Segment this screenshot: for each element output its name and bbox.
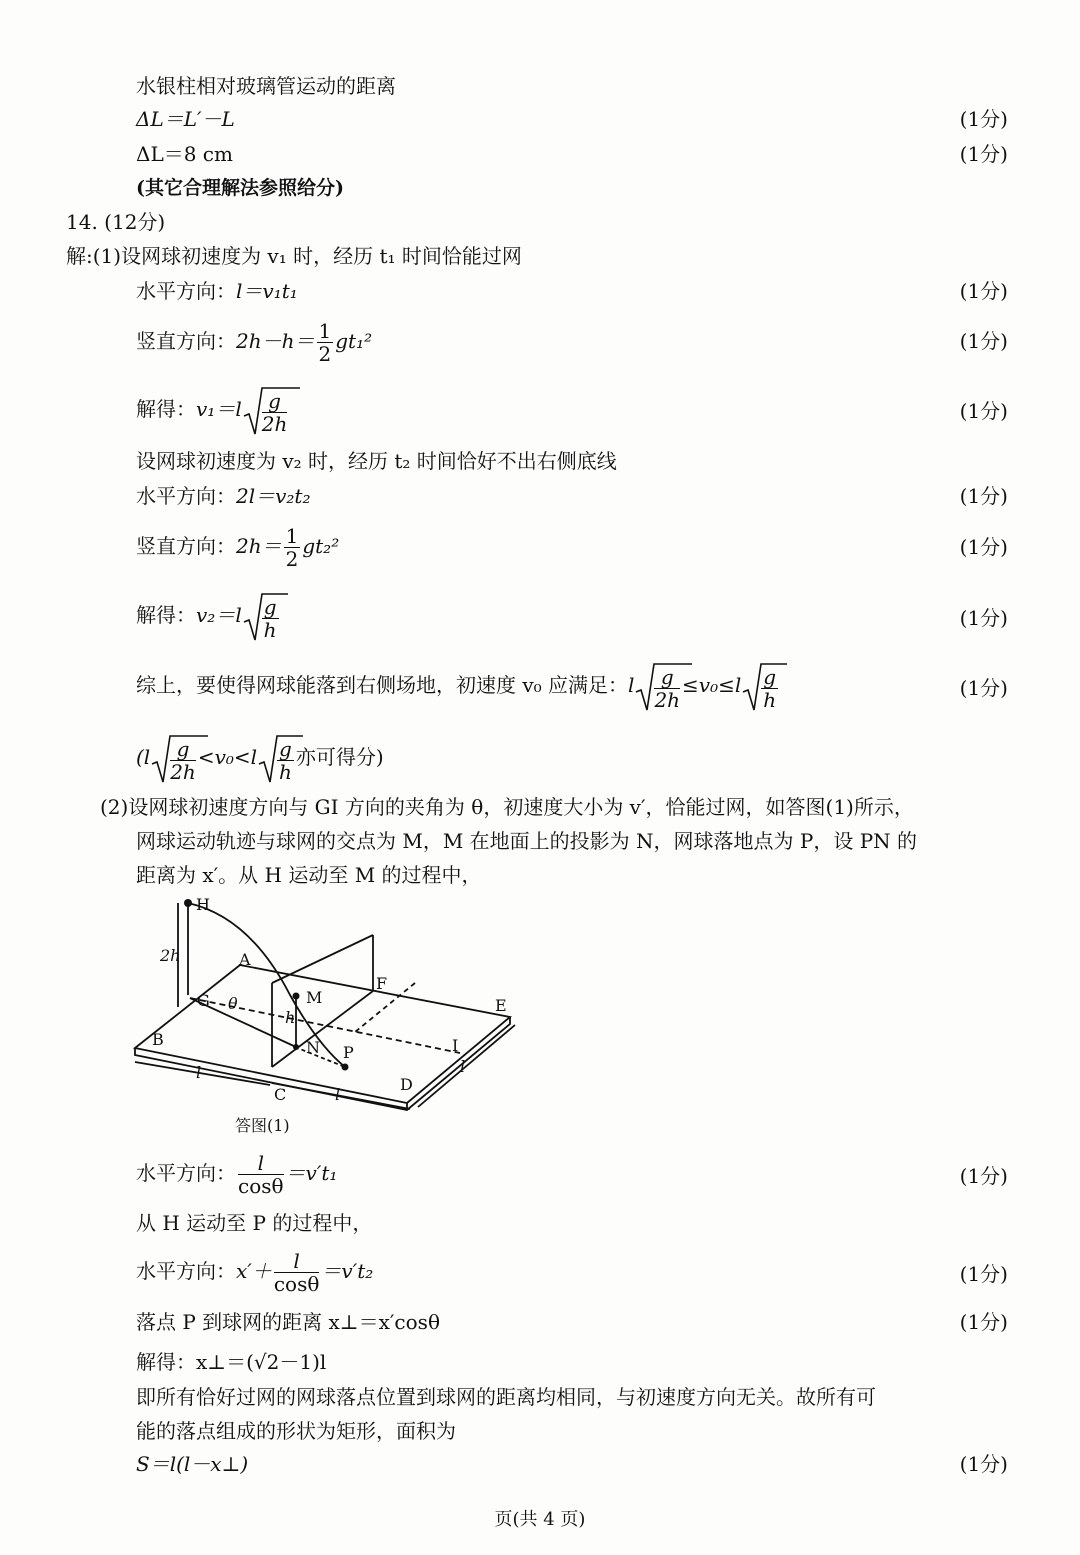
fraction: [274, 1250, 320, 1295]
label-E: E: [495, 996, 507, 1015]
label-l-right: l: [460, 1057, 466, 1076]
denominator: 2h: [654, 687, 681, 712]
eq-left: x′＋: [236, 1259, 272, 1283]
solution-part1-intro-2: 设网球初速度为 v₂ 时，经历 t₂ 时间恰好不出右侧底线: [136, 449, 617, 473]
dim-mid: [272, 1083, 410, 1109]
label-l-mid: l: [335, 1085, 341, 1104]
eq-l: l: [628, 673, 635, 697]
alt-mid: <v₀<l: [197, 745, 258, 769]
square-root: [257, 734, 296, 784]
conclusion-line-1: 即所有恰好过网的网球落点位置到球网的距离均相同，与初速度方向无关。故所有可: [136, 1385, 876, 1409]
horizontal-equation-1: [136, 279, 298, 303]
fraction: [317, 320, 334, 365]
net-top: [272, 935, 373, 983]
numerator: g: [763, 664, 777, 689]
label-G: G: [197, 991, 210, 1010]
denominator: h: [279, 759, 292, 784]
conclusion-line-2: 能的落点组成的形状为矩形，面积为: [136, 1419, 456, 1443]
eq-right: ＝v′t₂: [321, 1259, 374, 1283]
point-m-icon: [293, 993, 300, 1000]
label-A: A: [239, 950, 251, 969]
eq-body: v₁＝l: [196, 397, 242, 421]
alternative-condition: [136, 732, 384, 784]
solution-v1: [136, 384, 289, 436]
radical-sign-icon: [242, 592, 290, 644]
numerator: g: [170, 738, 196, 761]
equation-delta-l: ΔL＝L′－L: [136, 107, 235, 131]
ball-trajectory: [188, 903, 345, 1067]
denominator: 2: [285, 547, 299, 571]
summary-condition: [136, 660, 780, 712]
score: (1分): [959, 142, 1008, 166]
eq-body: 2l＝v₂t₂: [236, 484, 311, 508]
horizontal-equation-2: [136, 484, 311, 508]
alt-open: (l: [136, 745, 151, 769]
label-P: P: [343, 1043, 354, 1062]
tennis-court-diagram: [130, 895, 520, 1145]
numerator: 1: [285, 524, 299, 548]
fraction: [238, 1152, 284, 1197]
square-root: [634, 662, 682, 712]
label-l-left: l: [196, 1063, 202, 1082]
radical-sign-icon: [242, 386, 302, 438]
dim-left: [135, 1062, 270, 1085]
numerator: g: [279, 736, 292, 761]
eq-right: gt₂²: [302, 534, 340, 558]
text-line: 水银柱相对玻璃管运动的距离: [136, 74, 396, 98]
eq-label: 竖直方向：: [136, 329, 236, 353]
eq-label: 水平方向：: [136, 1259, 236, 1283]
square-root: [741, 662, 780, 712]
score: (1分): [959, 484, 1008, 508]
square-root: [242, 592, 281, 642]
denominator: cosθ: [273, 1272, 320, 1296]
radical-sign-icon: [741, 662, 789, 714]
fraction: [284, 525, 301, 570]
denominator: h: [763, 687, 777, 712]
note: (其它合理解法参照给分): [136, 177, 344, 199]
score: (1分): [959, 1310, 1008, 1334]
part2-line-1: (2)设网球初速度方向与 GI 方向的夹角为 θ，初速度大小为 v′，恰能过网，如答图(1)所示，: [100, 795, 914, 819]
label-C: C: [274, 1085, 287, 1104]
label-N: N: [306, 1038, 320, 1057]
radical-sign-icon: [257, 734, 305, 786]
numerator: g: [263, 594, 277, 619]
square-root: [150, 734, 198, 784]
summary-text: 综上，要使得网球能落到右侧场地，初速度 v₀ 应满足：: [136, 673, 629, 697]
alt-end: 亦可得分): [295, 745, 384, 769]
eq-left: 2h＝: [236, 534, 282, 558]
score: (1分): [959, 399, 1008, 423]
part2-line-3: 距离为 x′。从 H 运动至 M 的过程中，: [136, 863, 482, 887]
numerator: g: [654, 666, 680, 689]
eq-body: ＝v′t₁: [285, 1161, 338, 1185]
eq-label: 水平方向：: [136, 279, 236, 303]
eq-body: l＝v₁t₁: [236, 279, 298, 303]
score: (1分): [959, 107, 1008, 131]
score: (1分): [959, 1452, 1008, 1476]
page-footer: 页(共 4 页): [494, 1509, 586, 1530]
label-2h: 2h: [160, 946, 181, 965]
denominator: 2: [318, 342, 332, 366]
eq-body: v₂＝l: [196, 603, 242, 627]
radical-sign-icon: [150, 734, 210, 786]
question-number: 14. (12分): [66, 210, 166, 234]
denominator: h: [263, 617, 277, 642]
eq-left: 2h－h＝: [236, 329, 315, 353]
eq-label: 竖直方向：: [136, 534, 236, 558]
area-equation: S＝l(l－x⊥): [136, 1452, 249, 1476]
from-h-to-p: 从 H 运动至 P 的过程中，: [136, 1211, 373, 1235]
denominator: cosθ: [238, 1174, 284, 1198]
score: (1分): [959, 1262, 1008, 1286]
solution-part1-intro: 解:(1)设网球初速度为 v₁ 时，经历 t₁ 时间恰能过网: [66, 244, 522, 268]
solution-x-perp: 解得：x⊥＝(√2－1)l: [136, 1350, 327, 1374]
numerator: l: [274, 1250, 320, 1273]
label-M: M: [306, 988, 323, 1007]
equation-delta-l-value: ΔL＝8 cm: [136, 142, 233, 166]
eq-right: gt₁²: [335, 329, 373, 353]
label-H: H: [196, 895, 210, 914]
court-surface: [135, 965, 510, 1103]
eq-label: 水平方向：: [136, 1161, 236, 1185]
label-B: B: [152, 1030, 164, 1049]
part2-line-2: 网球运动轨迹与球网的交点为 M，M 在地面上的投影为 N，网球落地点为 P，设 PN 的: [136, 829, 918, 853]
point-p-icon: [342, 1064, 349, 1071]
label-theta: θ: [228, 994, 238, 1013]
eq-mid: ≤v₀≤l: [682, 673, 742, 697]
numerator: g: [262, 390, 288, 413]
denominator: 2h: [170, 759, 196, 784]
point-n-icon: [293, 1044, 299, 1050]
square-root: [242, 386, 290, 436]
numerator: l: [238, 1152, 284, 1175]
label-F: F: [376, 974, 388, 993]
point-h-icon: [184, 899, 192, 907]
score: (1分): [959, 535, 1008, 559]
label-I: I: [452, 1036, 459, 1055]
label-D: D: [400, 1075, 413, 1094]
eq-label: 解得：: [136, 603, 196, 627]
solution-v2: [136, 590, 281, 642]
horizontal-equation-4: [136, 1246, 373, 1296]
score: (1分): [959, 606, 1008, 630]
label-h: h: [285, 1008, 296, 1027]
score: (1分): [959, 329, 1008, 353]
horizontal-equation-3: [136, 1148, 337, 1198]
denominator: 2h: [261, 411, 288, 436]
score: (1分): [959, 676, 1008, 700]
vertical-equation-2: [136, 521, 339, 571]
score: (1分): [959, 279, 1008, 303]
vertical-equation-1: [136, 316, 372, 366]
dim-right: [418, 1025, 515, 1107]
distance-equation: 落点 P 到球网的距离 x⊥＝x′cosθ: [136, 1310, 440, 1334]
eq-label: 水平方向：: [136, 484, 236, 508]
eq-label: 解得：: [136, 397, 196, 421]
n-to-p-line: [295, 1047, 345, 1067]
numerator: 1: [318, 319, 332, 343]
figure-caption: 答图(1): [235, 1116, 290, 1135]
radical-sign-icon: [634, 662, 694, 714]
score: (1分): [959, 1164, 1008, 1188]
